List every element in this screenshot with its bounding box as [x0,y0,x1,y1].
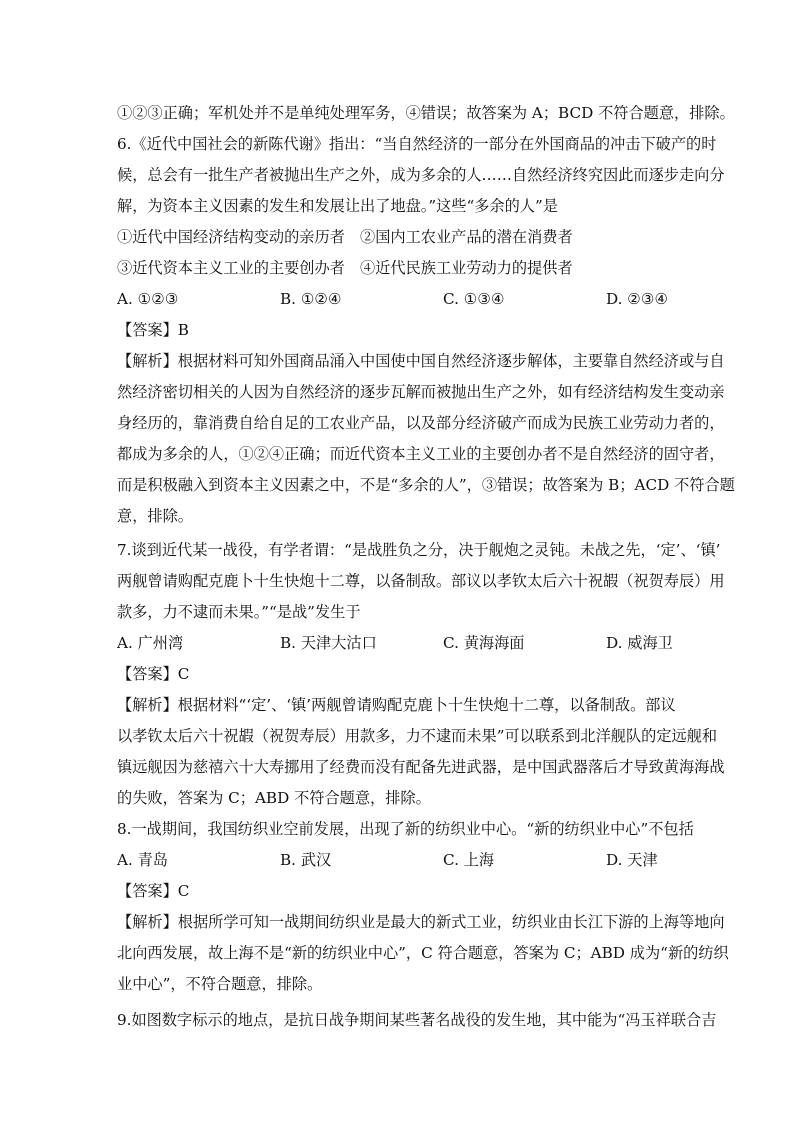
question-6-stem: 6.《近代中国社会的新陈代谢》指出：“当自然经济的一部分在外国商品的冲击下破产的时 [117,135,717,153]
question-8-stem: 8.一战期间，我国纺织业空前发展，出现了新的纺织业中心。“新的纺织业中心”不包括 [117,820,694,838]
text-line: 候，总会有一批生产者被抛出生产之外，成为多余的人……自然经济终究因此而逐步走向分 [117,166,725,184]
text-line: 业中心”，不符合题意，排除。 [117,975,323,993]
option-d: D. 天津 [606,851,658,869]
option-c: C. 黄海海面 [443,634,525,652]
analysis-line: 【解析】根据材料“‘定’、‘镇’两舰曾请购配克鹿卜十生快炮十二尊，以备制敌。部议 [117,696,676,714]
option-d: D. ②③④ [606,290,669,308]
text-line: ①近代中国经济结构变动的亲历者 ②国内工农业产品的潜在消费者 [117,228,573,246]
question-6-options [117,289,677,309]
answer-line: 【答案】B [117,321,189,339]
option-d: D. 威海卫 [606,634,673,652]
option-a: A. ①②③ [117,290,179,308]
option-b: B. 武汉 [280,851,332,869]
text-line: 以孝钦太后六十祝嘏（祝贺寿辰）用款多，力不逮而未果”可以联系到北洋舰队的定远舰和 [117,727,718,745]
question-8-options [117,850,677,870]
question-7-stem: 7.谈到近代某一战役，有学者谓：“是战胜负之分，决于舰炮之灵钝。未战之先，‘定’、‘镇’ [117,541,721,559]
option-c: C. ①③④ [443,290,505,308]
analysis-line: 【解析】根据材料可知外国商品涌入中国使中国自然经济逐步解体，主要靠自然经济或与自 [117,352,725,370]
text-line: 而是积极融入到资本主义因素之中，不是“多余的人”，③错误；故答案为 B；ACD 不符合题 [117,476,735,494]
option-a: A. 青岛 [117,851,168,869]
option-c: C. 上海 [443,851,495,869]
answer-line: 【答案】C [117,665,190,683]
text-line: 款多，力不逮而未果。”“是战”发生于 [117,603,361,621]
text-line: 解，为资本主义因素的发生和发展让出了地盘。”这些“多余的人”是 [117,197,558,215]
text-line: 意，排除。 [117,507,193,525]
analysis-line: 【解析】根据所学可知一战期间纺织业是最大的新式工业，纺织业由长江下游的上海等地向 [117,913,725,931]
text-line: 身经历的，靠消费自给自足的工农业产品，以及部分经济破产而成为民族工业劳动力者的， [117,414,725,432]
question-7-options [117,633,677,653]
text-line: 都成为多余的人，①②④正确；而近代资本主义工业的主要创办者不是自然经济的固守者， [117,445,725,463]
text-line: ①②③正确；军机处并不是单纯处理军务，④错误；故答案为 A；BCD 不符合题意，排除。 [117,104,735,122]
text-line: 两舰曾请购配克鹿卜十生快炮十二尊，以备制敌。部议以孝钦太后六十祝嘏（祝贺寿辰）用 [117,572,725,590]
answer-line: 【答案】C [117,882,190,900]
text-line: 的失败，答案为 C；ABD 不符合题意，排除。 [117,789,431,807]
text-line: ③近代资本主义工业的主要创办者 ④近代民族工业劳动力的提供者 [117,259,573,277]
text-line: 然经济密切相关的人因为自然经济的逐步瓦解而被抛出生产之外，如有经济结构发生变动亲 [117,383,725,401]
text-line: 北向西发展，故上海不是“新的纺织业中心”，C 符合题意，答案为 C；ABD 成为“新的纺织 [117,944,729,962]
text-line: 镇远舰因为慈禧六十大寿挪用了经费而没有配备先进武器，是中国武器落后才导致黄海海战 [117,758,725,776]
option-b: B. 天津大沽口 [280,634,377,652]
option-a: A. 广州湾 [117,634,184,652]
option-b: B. ①②④ [280,290,342,308]
question-9-stem: 9.如图数字标示的地点，是抗日战争期间某些著名战役的发生地，其中能为“冯玉祥联合吉 [117,1011,717,1029]
